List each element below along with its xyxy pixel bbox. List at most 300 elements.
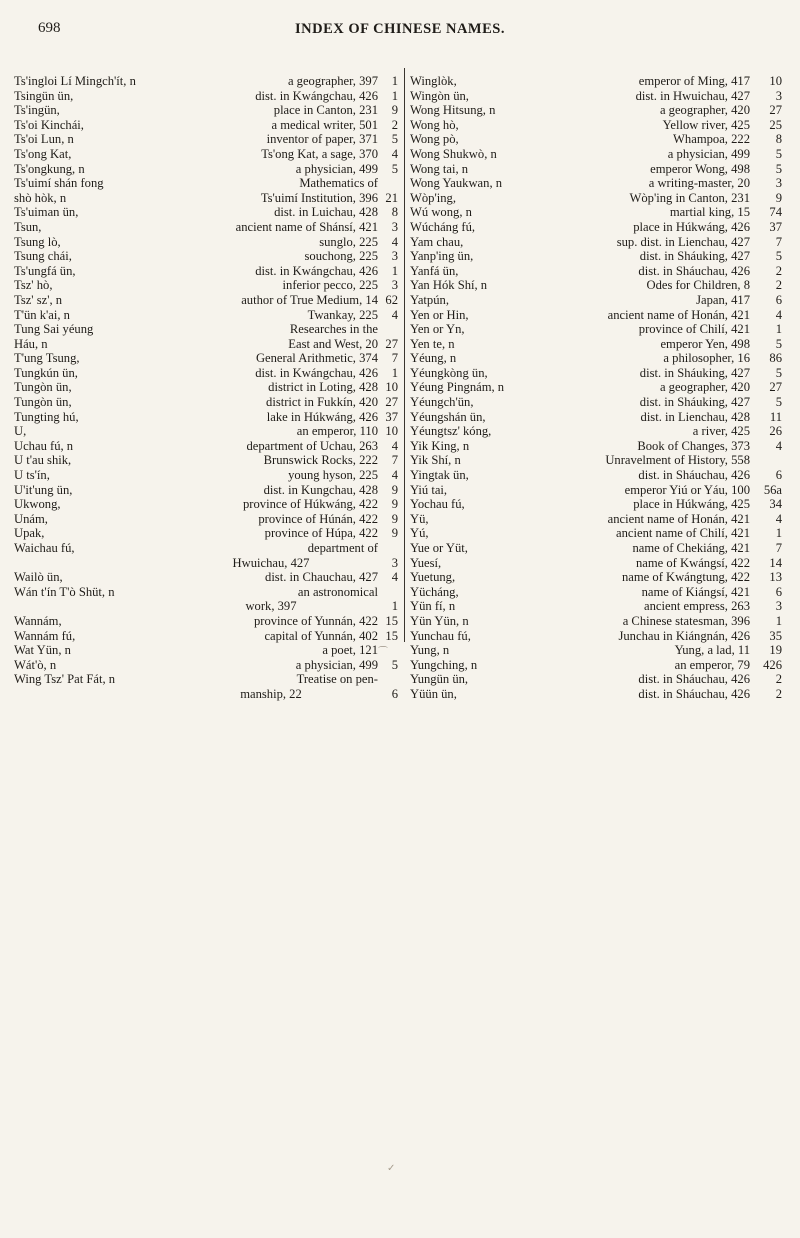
index-entry bbox=[404, 308, 786, 323]
entry-name: Ts'ong Kat, bbox=[14, 146, 72, 161]
entry-count: 5 bbox=[775, 249, 782, 264]
entry-count: 4 bbox=[391, 468, 398, 483]
index-entry bbox=[14, 351, 400, 366]
running-title: INDEX OF CHINESE NAMES. bbox=[295, 21, 505, 37]
entry-count: 15 bbox=[385, 613, 398, 628]
index-entry bbox=[404, 439, 786, 454]
ink-mark-icon: ✓ bbox=[387, 1163, 396, 1174]
entry-count: 4 bbox=[391, 438, 398, 453]
entry-description: East and West, 20 bbox=[288, 336, 378, 351]
entry-description: Researches in the bbox=[289, 322, 378, 337]
entry-name: Yiú tai, bbox=[410, 482, 448, 497]
entry-count: 5 bbox=[775, 365, 782, 380]
entry-count: 8 bbox=[775, 132, 782, 147]
entry-name: Wong Hitsung, n bbox=[410, 103, 496, 118]
entry-count: 9 bbox=[391, 103, 398, 118]
index-entry bbox=[14, 599, 400, 614]
entry-description: dist. in Sháuchau, 426 bbox=[638, 686, 750, 701]
entry-description: dist. in Sháuking, 427 bbox=[639, 249, 750, 264]
entry-name: T'ung Tsung, bbox=[14, 351, 80, 366]
index-entry bbox=[14, 629, 400, 644]
entry-count: 1 bbox=[391, 599, 398, 614]
index-entry bbox=[14, 220, 400, 235]
index-entry bbox=[14, 410, 400, 425]
index-entry bbox=[404, 410, 786, 425]
entry-description: dist. in Luichau, 428 bbox=[274, 205, 378, 220]
index-entry bbox=[14, 483, 400, 498]
index-entry bbox=[404, 278, 786, 293]
entry-name: Ts'ungfá ün, bbox=[14, 263, 76, 278]
index-entry bbox=[14, 308, 400, 323]
index-entry bbox=[404, 235, 786, 250]
index-entry bbox=[404, 556, 786, 571]
entry-description: emperor Yen, 498 bbox=[660, 336, 750, 351]
index-entry bbox=[14, 235, 400, 250]
index-entry bbox=[404, 351, 786, 366]
index-entry bbox=[404, 526, 786, 541]
entry-count: 3 bbox=[391, 219, 398, 234]
entry-name: Wong Yaukwan, n bbox=[410, 176, 503, 191]
entry-count: 4 bbox=[775, 438, 782, 453]
entry-description: a philosopher, 16 bbox=[663, 351, 750, 366]
entry-description: Brunswick Rocks, 222 bbox=[263, 453, 378, 468]
entry-description: district in Loting, 428 bbox=[268, 380, 378, 395]
entry-count: 3 bbox=[391, 555, 398, 570]
index-entry bbox=[14, 453, 400, 468]
entry-description: Book of Changes, 373 bbox=[637, 438, 750, 453]
entry-count: 3 bbox=[391, 249, 398, 264]
index-entry bbox=[404, 322, 786, 337]
entry-description: a geographer, 420 bbox=[659, 103, 750, 118]
index-entry bbox=[14, 205, 400, 220]
entry-name: Wòp'ing, bbox=[410, 190, 456, 205]
entry-name: Yéungch'ün, bbox=[410, 395, 474, 410]
entry-count: 25 bbox=[769, 117, 782, 132]
entry-count: 3 bbox=[391, 278, 398, 293]
index-entry bbox=[14, 278, 400, 293]
entry-count: 5 bbox=[391, 132, 398, 147]
entry-count: 5 bbox=[775, 146, 782, 161]
entry-name: Ts'ongkung, n bbox=[14, 161, 85, 176]
entry-description: a physician, 499 bbox=[295, 657, 378, 672]
index-entry bbox=[404, 162, 786, 177]
entry-name: Wannám fú, bbox=[14, 628, 76, 643]
entry-description: a river, 425 bbox=[692, 424, 750, 439]
entry-description: Yellow river, 425 bbox=[662, 117, 750, 132]
entry-name: Tsingün ün, bbox=[14, 88, 74, 103]
index-entry bbox=[404, 497, 786, 512]
index-entry bbox=[404, 614, 786, 629]
entry-name: Tungkún ün, bbox=[14, 365, 78, 380]
entry-description: ancient name of Honán, 421 bbox=[607, 511, 750, 526]
entry-description: inventor of paper, 371 bbox=[266, 132, 378, 147]
entry-count: 4 bbox=[391, 307, 398, 322]
entry-count: 1 bbox=[391, 88, 398, 103]
entry-count: 7 bbox=[391, 351, 398, 366]
entry-count: 4 bbox=[391, 146, 398, 161]
entry-name: Ts'ingloi Lí Mingch'ít, n bbox=[14, 74, 136, 88]
entry-name: Yün Yün, n bbox=[410, 613, 469, 628]
entry-name: Yan Hók Shí, n bbox=[410, 278, 488, 293]
index-entry bbox=[14, 132, 400, 147]
entry-description: an emperor, 79 bbox=[674, 657, 750, 672]
entry-description: Twankay, 225 bbox=[307, 307, 378, 322]
entry-description: department of bbox=[307, 541, 378, 555]
entry-count: 9 bbox=[391, 482, 398, 497]
entry-name: Yung, n bbox=[410, 643, 450, 658]
entry-count: 4 bbox=[391, 234, 398, 249]
entry-name: Háu, n bbox=[14, 336, 48, 351]
index-entry bbox=[14, 249, 400, 264]
entry-count: 5 bbox=[391, 161, 398, 176]
entry-description: an astronomical bbox=[297, 584, 378, 599]
entry-name: Yen or Yn, bbox=[410, 322, 465, 337]
index-entry bbox=[404, 453, 786, 468]
entry-count: 37 bbox=[769, 219, 782, 234]
entry-name: Yuetung, bbox=[410, 570, 456, 585]
entry-count: 6 bbox=[775, 584, 782, 599]
index-entry bbox=[404, 541, 786, 556]
entry-count: 15 bbox=[385, 628, 398, 643]
entry-count: 37 bbox=[385, 409, 398, 424]
entry-description: Ts'uimí Institution, 396 bbox=[260, 190, 378, 205]
entry-name: Tungting hú, bbox=[14, 409, 79, 424]
index-entry bbox=[14, 176, 400, 191]
entry-name: Yü, bbox=[410, 511, 429, 526]
entry-count: 2 bbox=[775, 672, 782, 687]
entry-description: province of Húpa, 422 bbox=[264, 526, 378, 541]
entry-description: Wòp'ing in Canton, 231 bbox=[629, 190, 750, 205]
entry-description: emperor Yiú or Yáu, 100 bbox=[624, 482, 750, 497]
entry-name: Wing Tsz' Pat Fát, n bbox=[14, 672, 116, 687]
entry-name: Wailò ün, bbox=[14, 570, 63, 585]
entry-name: U ts'ín, bbox=[14, 468, 50, 483]
entry-description: young hyson, 225 bbox=[288, 468, 378, 483]
entry-count: 9 bbox=[775, 190, 782, 205]
index-entry bbox=[14, 293, 400, 308]
index-entry bbox=[14, 89, 400, 104]
entry-count: 2 bbox=[391, 117, 398, 132]
index-entry bbox=[404, 483, 786, 498]
entry-description: dist. in Sháuking, 427 bbox=[639, 395, 750, 410]
entry-description: ancient empress, 263 bbox=[644, 599, 750, 614]
index-entry bbox=[404, 264, 786, 279]
index-entry bbox=[14, 614, 400, 629]
entry-count: 27 bbox=[769, 103, 782, 118]
index-entry bbox=[404, 103, 786, 118]
entry-description: dist. in Sháuchau, 426 bbox=[638, 263, 750, 278]
entry-description: capital of Yunnán, 402 bbox=[264, 628, 378, 643]
entry-description: province of Húkwáng, 422 bbox=[242, 497, 378, 512]
entry-name: Tsz' sz', n bbox=[14, 292, 63, 307]
index-entry bbox=[14, 541, 400, 556]
index-entry bbox=[14, 512, 400, 527]
entry-count: 74 bbox=[769, 205, 782, 220]
entry-description: a physician, 499 bbox=[667, 146, 750, 161]
entry-count: 6 bbox=[775, 468, 782, 483]
entry-name: Yuesí, bbox=[410, 555, 442, 570]
index-entry bbox=[14, 380, 400, 395]
entry-description: dist. in Sháuking, 427 bbox=[639, 365, 750, 380]
entry-name: Ts'oi Lun, n bbox=[14, 132, 74, 147]
index-entry bbox=[14, 395, 400, 410]
entry-name: Yen or Hin, bbox=[410, 307, 469, 322]
entry-name: Yik King, n bbox=[410, 438, 470, 453]
index-entry bbox=[404, 512, 786, 527]
entry-description: name of Kiángsí, 421 bbox=[641, 584, 750, 599]
entry-description: province of Húnán, 422 bbox=[258, 511, 378, 526]
entry-description: dist. in Sháuchau, 426 bbox=[638, 468, 750, 483]
entry-description: Yung, a lad, 11 bbox=[674, 643, 750, 658]
index-entry bbox=[404, 468, 786, 483]
entry-name: Yam chau, bbox=[410, 234, 464, 249]
entry-count: 7 bbox=[391, 453, 398, 468]
entry-name: T'ün k'ai, n bbox=[14, 307, 70, 322]
entry-count: 7 bbox=[775, 234, 782, 249]
entry-description: place in Húkwáng, 426 bbox=[633, 219, 750, 234]
entry-name: Wannám, bbox=[14, 613, 62, 628]
index-entry bbox=[14, 497, 400, 512]
entry-description: dist. in Sháuchau, 426 bbox=[638, 672, 750, 687]
entry-description: sup. dist. in Lienchau, 427 bbox=[616, 234, 750, 249]
entry-count: 2 bbox=[775, 278, 782, 293]
entry-description: a medical writer, 501 bbox=[271, 117, 378, 132]
entry-name: Yéungshán ün, bbox=[410, 409, 486, 424]
entry-count: 34 bbox=[769, 497, 782, 512]
entry-name: Ts'uiman ün, bbox=[14, 205, 79, 220]
index-entry bbox=[14, 526, 400, 541]
index-entry bbox=[14, 687, 400, 702]
entry-name: Yungün ün, bbox=[410, 672, 469, 687]
index-entry bbox=[404, 658, 786, 673]
entry-description: province of Chilí, 421 bbox=[638, 322, 750, 337]
entry-description: dist. in Kwángchau, 426 bbox=[255, 263, 378, 278]
entry-name: Yün fí, n bbox=[410, 599, 456, 614]
entry-description: dist. in Hwuichau, 427 bbox=[635, 88, 750, 103]
entry-count: 4 bbox=[775, 511, 782, 526]
entry-name: Wúcháng fú, bbox=[410, 219, 476, 234]
entry-description: Unravelment of History, 558 bbox=[605, 453, 750, 468]
entry-description: souchong, 225 bbox=[304, 249, 378, 264]
entry-description: ancient name of Chilí, 421 bbox=[616, 526, 750, 541]
entry-count: 2 bbox=[775, 263, 782, 278]
entry-description: a poet, 121 bbox=[322, 643, 378, 658]
entry-description: district in Fukkín, 420 bbox=[266, 395, 378, 410]
entry-name: Yen te, n bbox=[410, 336, 455, 351]
entry-description: work, 397 bbox=[245, 599, 297, 614]
entry-name: Waichau fú, bbox=[14, 541, 75, 555]
entry-count: 3 bbox=[775, 599, 782, 614]
entry-name: Yochau fú, bbox=[410, 497, 465, 512]
entry-description: inferior pecco, 225 bbox=[282, 278, 378, 293]
index-entry bbox=[14, 643, 400, 658]
entry-name: Wat Yün, n bbox=[14, 643, 71, 658]
entry-name: Tungòn ün, bbox=[14, 395, 72, 410]
entry-count: 8 bbox=[391, 205, 398, 220]
entry-count: 6 bbox=[391, 686, 398, 701]
entry-count: 1 bbox=[775, 613, 782, 628]
entry-name: Ts'uimí shán fong bbox=[14, 176, 104, 191]
index-entry bbox=[404, 687, 786, 702]
entry-count: 4 bbox=[391, 570, 398, 585]
index-entry bbox=[404, 672, 786, 687]
entry-name: U t'au shik, bbox=[14, 453, 72, 468]
entry-description: Japan, 417 bbox=[696, 292, 750, 307]
index-entry bbox=[14, 570, 400, 585]
entry-description: name of Kwángsí, 422 bbox=[635, 555, 750, 570]
entry-count: 13 bbox=[769, 570, 782, 585]
entry-name: U'it'ung ün, bbox=[14, 482, 73, 497]
entry-name: U, bbox=[14, 424, 27, 439]
entry-description: a geographer, 397 bbox=[287, 74, 378, 88]
entry-name: Ts'oi Kinchái, bbox=[14, 117, 84, 132]
entry-description: a physician, 499 bbox=[295, 161, 378, 176]
index-entry bbox=[14, 424, 400, 439]
entry-name: Tsz' hò, bbox=[14, 278, 53, 293]
entry-name: Yanfá ün, bbox=[410, 263, 459, 278]
page-number: 698 bbox=[38, 20, 61, 36]
entry-count: 2 bbox=[775, 686, 782, 701]
entry-description: a writing-master, 20 bbox=[648, 176, 750, 191]
entry-name: Wingòn ün, bbox=[410, 88, 469, 103]
index-entry bbox=[404, 395, 786, 410]
index-entry bbox=[404, 643, 786, 658]
index-entry bbox=[14, 556, 400, 571]
index-entry bbox=[404, 147, 786, 162]
right-column bbox=[404, 74, 786, 702]
entry-name: Wú wong, n bbox=[410, 205, 472, 220]
entry-count: 10 bbox=[385, 380, 398, 395]
entry-count: 5 bbox=[775, 336, 782, 351]
entry-count: 6 bbox=[775, 292, 782, 307]
entry-name: Wong tai, n bbox=[410, 161, 469, 176]
entry-count: 62 bbox=[385, 292, 398, 307]
index-entry bbox=[14, 337, 400, 352]
entry-count: 3 bbox=[775, 88, 782, 103]
entry-count: 9 bbox=[391, 497, 398, 512]
page-header bbox=[0, 16, 800, 50]
index-entry bbox=[404, 293, 786, 308]
entry-count: 27 bbox=[769, 380, 782, 395]
index-entry bbox=[404, 118, 786, 133]
entry-name: Ukwong, bbox=[14, 497, 61, 512]
index-entry bbox=[404, 337, 786, 352]
entry-description: department of Uchau, 263 bbox=[246, 438, 378, 453]
entry-name: Yunchau fú, bbox=[410, 628, 471, 643]
entry-count: 86 bbox=[769, 351, 782, 366]
entry-description: name of Chekiáng, 421 bbox=[632, 541, 750, 555]
entry-description: dist. in Kwángchau, 426 bbox=[255, 365, 378, 380]
index-entry bbox=[14, 118, 400, 133]
entry-description: emperor Wong, 498 bbox=[650, 161, 750, 176]
entry-description: emperor of Ming, 417 bbox=[638, 74, 750, 88]
index-entry bbox=[404, 89, 786, 104]
entry-description: manship, 22 bbox=[240, 686, 302, 701]
entry-count: 56a bbox=[763, 482, 782, 497]
entry-count: 27 bbox=[385, 395, 398, 410]
entry-description: place in Canton, 231 bbox=[273, 103, 378, 118]
entry-description: Hwuichau, 427 bbox=[232, 555, 310, 570]
entry-description: dist. in Kwángchau, 426 bbox=[255, 88, 378, 103]
entry-count: 4 bbox=[775, 307, 782, 322]
entry-description: sunglo, 225 bbox=[319, 234, 378, 249]
entry-description: General Arithmetic, 374 bbox=[255, 351, 378, 366]
index-entry bbox=[404, 366, 786, 381]
entry-name: Uchau fú, n bbox=[14, 438, 74, 453]
entry-description: an emperor, 110 bbox=[296, 424, 378, 439]
entry-name: Tsung chái, bbox=[14, 249, 72, 264]
index-entry bbox=[404, 249, 786, 264]
entry-name: Yéung, n bbox=[410, 351, 457, 366]
index-entry bbox=[14, 672, 400, 687]
index-entry bbox=[404, 599, 786, 614]
entry-description: place in Húkwáng, 425 bbox=[633, 497, 750, 512]
entry-count: 14 bbox=[769, 555, 782, 570]
entry-count: 35 bbox=[769, 628, 782, 643]
entry-count: 11 bbox=[769, 409, 782, 424]
entry-description: name of Kwángtung, 422 bbox=[621, 570, 750, 585]
entry-description: ancient name of Honán, 421 bbox=[607, 307, 750, 322]
entry-name: Yéungkòng ün, bbox=[410, 365, 488, 380]
entry-name: Wát'ò, n bbox=[14, 657, 57, 672]
entry-description: dist. in Chauchau, 427 bbox=[265, 570, 378, 585]
index-entry bbox=[14, 191, 400, 206]
entry-name: Wong Shukwò, n bbox=[410, 146, 497, 161]
index-entry bbox=[404, 176, 786, 191]
entry-count: 5 bbox=[391, 657, 398, 672]
entry-description: Mathematics of bbox=[299, 176, 378, 191]
index-entry bbox=[14, 585, 400, 600]
entry-description: Ts'ong Kat, a sage, 370 bbox=[261, 146, 378, 161]
index-entry bbox=[404, 132, 786, 147]
entry-name: Wong pò, bbox=[410, 132, 459, 147]
entry-count: 426 bbox=[763, 657, 782, 672]
entry-name: Tungòn ün, bbox=[14, 380, 72, 395]
entry-count: 27 bbox=[385, 336, 398, 351]
entry-description: Odes for Children, 8 bbox=[646, 278, 750, 293]
entry-description: province of Yunnán, 422 bbox=[253, 613, 378, 628]
entry-count: 1 bbox=[391, 74, 398, 88]
entry-name: Tsun, bbox=[14, 219, 42, 234]
entry-name: Yéung Pingnám, n bbox=[410, 380, 505, 395]
index-entry bbox=[14, 658, 400, 673]
entry-name: Wán t'ín T'ò Shüt, n bbox=[14, 584, 115, 599]
index-entry bbox=[404, 380, 786, 395]
entry-name: Upak, bbox=[14, 526, 45, 541]
entry-count: 5 bbox=[775, 395, 782, 410]
index-entry bbox=[404, 220, 786, 235]
index-entry bbox=[14, 74, 400, 89]
entry-name: Yüün ün, bbox=[410, 686, 457, 701]
index-entry bbox=[404, 205, 786, 220]
entry-name: Yatpún, bbox=[410, 292, 449, 307]
entry-name: Tung Sai yéung bbox=[14, 322, 94, 337]
entry-count: 26 bbox=[769, 424, 782, 439]
entry-name: Yú, bbox=[410, 526, 429, 541]
entry-description: Junchau in Kiángnán, 426 bbox=[618, 628, 750, 643]
entry-description: martial king, 15 bbox=[669, 205, 750, 220]
entry-count: 9 bbox=[391, 526, 398, 541]
index-entry bbox=[404, 629, 786, 644]
index-entry bbox=[14, 264, 400, 279]
index-entry bbox=[404, 570, 786, 585]
entry-name: Yingtak ün, bbox=[410, 468, 469, 483]
entry-count: 3 bbox=[775, 176, 782, 191]
entry-count: 10 bbox=[385, 424, 398, 439]
entry-count: 21 bbox=[385, 190, 398, 205]
entry-count: 1 bbox=[775, 322, 782, 337]
index-entry bbox=[14, 366, 400, 381]
